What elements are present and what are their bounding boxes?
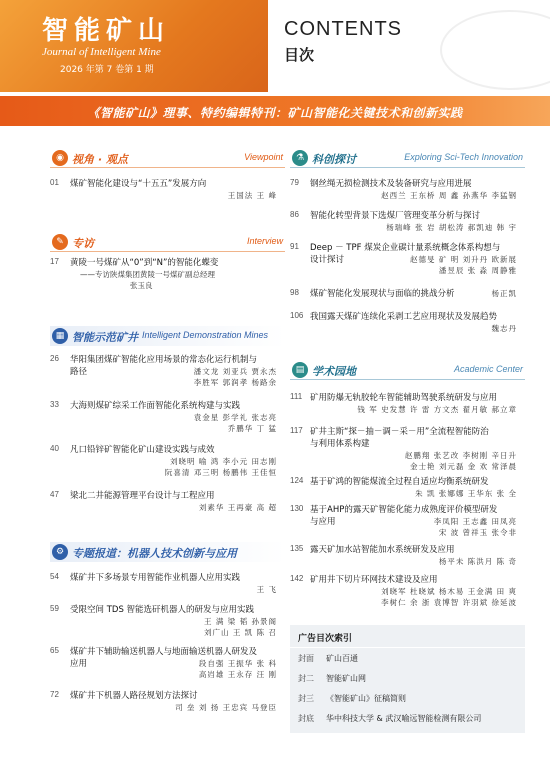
section-title-en: Exploring Sci-Tech Innovation [404, 152, 523, 162]
page-number: 65 [50, 646, 59, 655]
article-authors: 刘晓明 喻 鸿 李小元 田志刚 [169, 457, 277, 466]
section-title: 视角 · 观点 [72, 153, 128, 166]
page-number: 91 [290, 242, 299, 251]
page-number: 47 [50, 490, 59, 499]
article-title-cont: 设计探讨 [310, 255, 345, 265]
article-authors: 刘晓军 杜晓斌 杨木易 王金满 田 爽 [381, 587, 517, 596]
page-number: 142 [290, 574, 304, 583]
section-scitech [290, 148, 525, 168]
toc-entry[interactable] [50, 490, 285, 513]
article-title: Deep － TPF 煤炭企业碳计量系统概念体系构想与 [310, 243, 501, 253]
header-orange-panel [0, 0, 268, 92]
article-title: 露天矿加水站智能加水系统研发及应用 [310, 545, 455, 555]
article-authors: 杨平未 陈洪月 陈 奇 [438, 557, 517, 566]
ad-row[interactable] [298, 713, 481, 724]
article-authors: 刘素华 王再豪 高 超 [198, 503, 277, 512]
toc-entry[interactable] [50, 646, 285, 680]
page-number: 106 [290, 311, 304, 320]
article-subtitle: ——专访陕煤集团黄陵一号煤矿副总经理 [80, 270, 215, 279]
toc-entry[interactable] [50, 572, 285, 595]
article-title: 矿用防爆无轨胶轮车智能辅助驾驶系统研发与应用 [310, 393, 498, 403]
ad-name: 华中科技大学 & 武汉喻远智能检测有限公司 [326, 714, 482, 723]
ad-position: 封面 [298, 654, 314, 663]
article-title: 大海则煤矿综采工作面智能化系统构建与实践 [70, 401, 241, 411]
toc-entry[interactable] [290, 311, 525, 334]
decorative-swoosh [440, 10, 550, 90]
article-title: 基于AHP的露天矿智能化能力成熟度评价模型研发 [310, 505, 498, 515]
article-title: 基于矿鸿的智能煤流全过程自适应均衡系统研发 [310, 477, 489, 487]
building-icon: ▦ [52, 328, 68, 344]
toc-entry[interactable] [290, 210, 525, 233]
page-number: 40 [50, 444, 59, 453]
section-title: 科创探讨 [312, 153, 356, 166]
article-authors: 李树仁 余 浙 袁博智 许羽斌 徐延波 [381, 598, 517, 607]
page-header [0, 0, 550, 92]
article-authors: 司 垒 刘 扬 王忠宾 马登臣 [175, 703, 277, 712]
toc-entry[interactable] [290, 504, 525, 538]
ad-position: 封三 [298, 694, 314, 703]
page-number: 33 [50, 400, 59, 409]
page-number: 130 [290, 504, 304, 513]
article-title-cont: 路径 [70, 367, 88, 377]
section-viewpoint [50, 148, 285, 168]
article-authors: 钱 军 史发慧 许 雷 方文杰 翟月敏 郝立章 [357, 405, 517, 414]
page-number: 59 [50, 604, 59, 613]
article-authors: 阮喜清 邓三明 杨鹏伟 王佳恒 [164, 468, 277, 477]
article-authors: 朱 凯 张娜娜 王华东 张 全 [415, 489, 517, 498]
page-number: 54 [50, 572, 59, 581]
section-title: 专题报道：机器人技术创新与应用 [72, 547, 237, 560]
page-number: 86 [290, 210, 299, 219]
ad-position: 封底 [298, 714, 314, 723]
toc-entry[interactable] [290, 392, 525, 415]
article-title: 梁北二井能源管理平台设计与工程应用 [70, 491, 215, 501]
page-number: 72 [50, 690, 59, 699]
page-number: 26 [50, 354, 59, 363]
ad-row[interactable] [298, 693, 406, 704]
toc-entry[interactable] [290, 476, 525, 499]
article-authors: 袁金星 彭学礼 张志亮 [193, 413, 277, 422]
article-authors: 杨瑞峰 张 岩 胡松涛 郝凯迪 韩 宇 [386, 223, 517, 232]
article-title: 煤矿井下辅助输送机器人与地面输送机器人研发及 [70, 647, 258, 657]
article-authors: 王 飞 [256, 585, 277, 594]
special-issue-banner [0, 96, 550, 126]
interviewee-name: 张玉良 [130, 281, 153, 290]
article-authors: 乔鹏华 丁 猛 [227, 424, 277, 433]
page-number: 124 [290, 476, 304, 485]
page-number: 01 [50, 178, 59, 187]
section-title-en: Intelligent Demonstration Mines [142, 330, 269, 340]
article-title: 煤矿智能化发展现状与面临的挑战分析 [310, 289, 455, 299]
article-authors: 王 满 梁 韬 孙景阁 [203, 617, 277, 626]
article-authors: 高岿雄 王永存 汪 刚 [198, 670, 277, 679]
section-title: 学术园地 [312, 365, 356, 378]
article-authors: 宋 波 曾祥玉 张令非 [438, 528, 517, 537]
toc-entry[interactable] [50, 354, 285, 388]
article-title-cont: 与应用 [310, 517, 336, 527]
section-title: 专访 [72, 237, 94, 250]
article-title: 煤矿井下机器人路径规划方法探讨 [70, 691, 198, 701]
article-authors: 潘昱辰 张 淼 周静雅 [438, 266, 517, 275]
section-interview [50, 232, 285, 252]
article-title: 华阳集团煤矿智能化应用场景的常态化运行机制与 [70, 355, 258, 365]
toc-entry[interactable] [290, 426, 525, 472]
ad-name: 矿山百通 [326, 654, 358, 663]
section-robot-report [50, 542, 285, 562]
ad-index-box [290, 625, 525, 733]
article-title: 煤矿井下多场景专用智能作业机器人应用实践 [70, 573, 241, 583]
journal-logo: 智能矿山 [42, 16, 171, 46]
toc-entry[interactable] [290, 288, 525, 299]
page-number: 111 [290, 392, 303, 401]
page-number: 117 [290, 426, 303, 435]
article-authors: 王国法 王 峰 [227, 191, 277, 200]
ad-index-title: 广告目次索引 [298, 634, 353, 644]
article-title: 矿用井下切片环网技术建设及应用 [310, 575, 438, 585]
toc-entry[interactable] [50, 690, 285, 713]
toc-entry[interactable] [290, 574, 525, 608]
book-icon: ▤ [292, 362, 308, 378]
article-title-cont: 应用 [70, 659, 88, 669]
article-authors: 李凤阳 王志鑫 田凤亮 [433, 517, 517, 526]
toc-entry[interactable] [50, 444, 285, 478]
ad-position: 封二 [298, 674, 314, 683]
ad-row[interactable] [298, 673, 366, 684]
banner-text: 《智能矿山》理事、特约编辑特刊：矿山智能化关键技术和创新实践 [87, 106, 463, 120]
section-title-en: Viewpoint [244, 152, 283, 162]
toc-entry[interactable] [50, 604, 285, 638]
ad-row[interactable] [298, 653, 358, 664]
page-number: 17 [50, 257, 59, 266]
robot-icon: ⚙ [52, 544, 68, 560]
article-authors: 杨正凯 [491, 289, 517, 298]
toc-entry[interactable] [290, 178, 525, 201]
journal-english-name: Journal of Intelligent Mine [42, 46, 161, 58]
section-demo-mines [50, 326, 285, 346]
microscope-icon: ⚗ [292, 150, 308, 166]
article-authors: 魏志丹 [491, 324, 517, 333]
contents-title-cn: 目次 [284, 46, 315, 64]
article-authors: 李胜军 郭润孝 杨路余 [193, 378, 277, 387]
article-title: 凡口铅锌矿智能化矿山建设实践与成效 [70, 445, 215, 455]
article-title: 黄陵一号煤矿从“0”到“N”的智能化蝶变 [70, 258, 219, 268]
article-authors: 赵德旻 矿 明 刘升丹 欧新展 [409, 255, 517, 264]
pen-icon: ✎ [52, 234, 68, 250]
section-academic [290, 360, 525, 380]
article-authors: 段自强 王振华 张 科 [198, 659, 277, 668]
article-authors: 赵鹏翔 张艺改 李树刚 辛日升 [404, 451, 517, 460]
page-number: 79 [290, 178, 299, 187]
article-authors: 刘广山 王 凯 陈 召 [203, 628, 277, 637]
section-title-en: Academic Center [453, 364, 523, 374]
toc-entry[interactable] [50, 400, 285, 434]
page-number: 98 [290, 288, 299, 297]
toc-entry[interactable] [290, 242, 525, 276]
toc-entry[interactable] [50, 257, 285, 291]
article-title: 矿井主斯“探－抽－调－采－用”全流程智能防治 [310, 427, 489, 437]
toc-entry[interactable] [290, 544, 525, 567]
article-title-cont: 与利用体系构建 [310, 439, 370, 449]
toc-entry[interactable] [50, 178, 285, 201]
article-authors: 金士艳 刘元磊 金 欢 常泽晨 [409, 462, 517, 471]
article-title: 我国露天煤矿连续化采剥工艺应用现状及发展趋势 [310, 312, 498, 322]
issue-number: 2026 年第 7 卷第 1 期 [60, 65, 154, 75]
article-title: 煤矿智能化建设与“十五五”发展方向 [70, 179, 207, 189]
section-title: 智能示范矿井 [72, 331, 138, 344]
ad-name: 《智能矿山》征稿简则 [326, 694, 406, 703]
ad-name: 智能矿山网 [326, 674, 366, 683]
article-authors: 赵西兰 王东桥 周 鑫 孙燕华 李猛钢 [381, 191, 517, 200]
article-title: 智能化转型背景下选煤厂管理变革分析与探讨 [310, 211, 481, 221]
divider [290, 647, 525, 648]
contents-title: CONTENTS [284, 18, 402, 40]
section-title-en: Interview [246, 236, 283, 246]
article-title: 受限空间 TDS 智能选矸机器人的研发与应用实践 [70, 605, 255, 615]
eye-icon: ◉ [52, 150, 68, 166]
article-title: 钢丝绳无损检测技术及装备研究与应用进展 [310, 179, 472, 189]
page-number: 135 [290, 544, 304, 553]
article-authors: 潘文龙 刘亚兵 贾永杰 [193, 367, 277, 376]
